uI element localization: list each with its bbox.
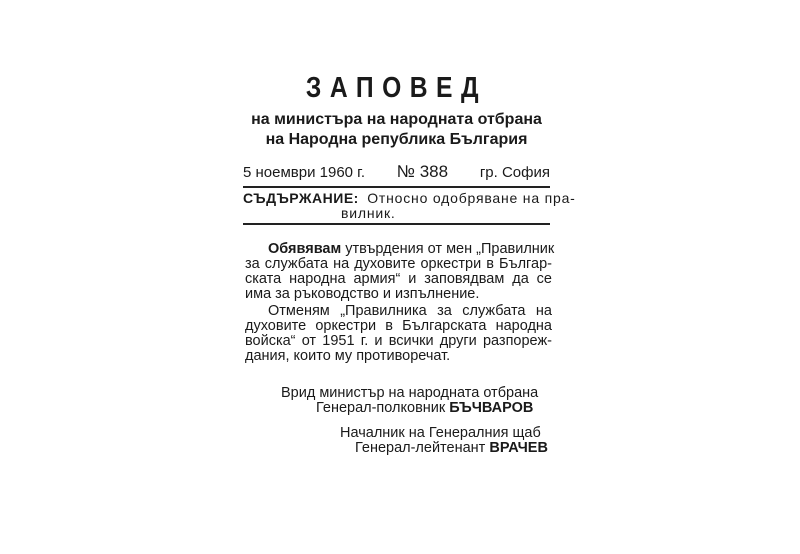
document-subtitle-country: на Народна република България bbox=[265, 131, 528, 148]
signature-1-position: Врид министър на народната отбрана bbox=[281, 385, 539, 401]
signature-1-name: БЪЧВАРОВ bbox=[449, 400, 534, 416]
paragraph-1-line-3: ската народна армия“ и заповядвам да се bbox=[245, 271, 552, 287]
signature-2-position: Началник на Генералния щаб bbox=[340, 425, 541, 441]
document-subtitle-ministry: на министъра на народната отбрана bbox=[251, 111, 542, 128]
paragraph-2-line-3: войска“ от 1951 г. и всички други разпореж- bbox=[245, 333, 552, 349]
divider-top bbox=[243, 186, 550, 188]
paragraph-1-lead: Обявявам bbox=[268, 241, 342, 257]
content-summary bbox=[243, 190, 576, 206]
document-title: ЗАПОВЕД bbox=[305, 72, 488, 104]
signature-2-name: ВРАЧЕВ bbox=[489, 440, 548, 456]
paragraph-2-line-4: дания, които му противоречат. bbox=[245, 348, 451, 364]
paragraph-1-text: утвърдения от мен „Правилник bbox=[345, 241, 555, 257]
signature-1-rank: Генерал-полковник bbox=[316, 400, 446, 416]
order-number: № 388 bbox=[396, 162, 449, 181]
divider-bottom bbox=[243, 223, 550, 225]
content-text-line-2: вилник. bbox=[341, 205, 396, 221]
paragraph-1-line-1 bbox=[268, 241, 555, 257]
content-text-line-1: Относно одобряване на пра- bbox=[367, 190, 576, 206]
date-number-line bbox=[243, 162, 550, 182]
paragraph-2-line-1: Отменям „Правилника за службата на bbox=[268, 303, 552, 319]
signature-1-name-line bbox=[316, 400, 533, 416]
order-date: 5 ноември 1960 г. bbox=[243, 164, 365, 181]
paragraph-1-line-4: има за ръководство и изпълнение. bbox=[245, 286, 480, 302]
paragraph-1-line-2: за службата на духовите оркестри в Българ- bbox=[245, 256, 552, 272]
signature-2-rank: Генерал-лейтенант bbox=[355, 440, 486, 456]
signature-2-name-line bbox=[355, 440, 548, 456]
paragraph-2-line-2: духовите оркестри в Българската народна bbox=[245, 318, 552, 334]
order-place: гр. София bbox=[479, 164, 550, 181]
content-label: СЪДЪРЖАНИЕ: bbox=[243, 190, 359, 206]
